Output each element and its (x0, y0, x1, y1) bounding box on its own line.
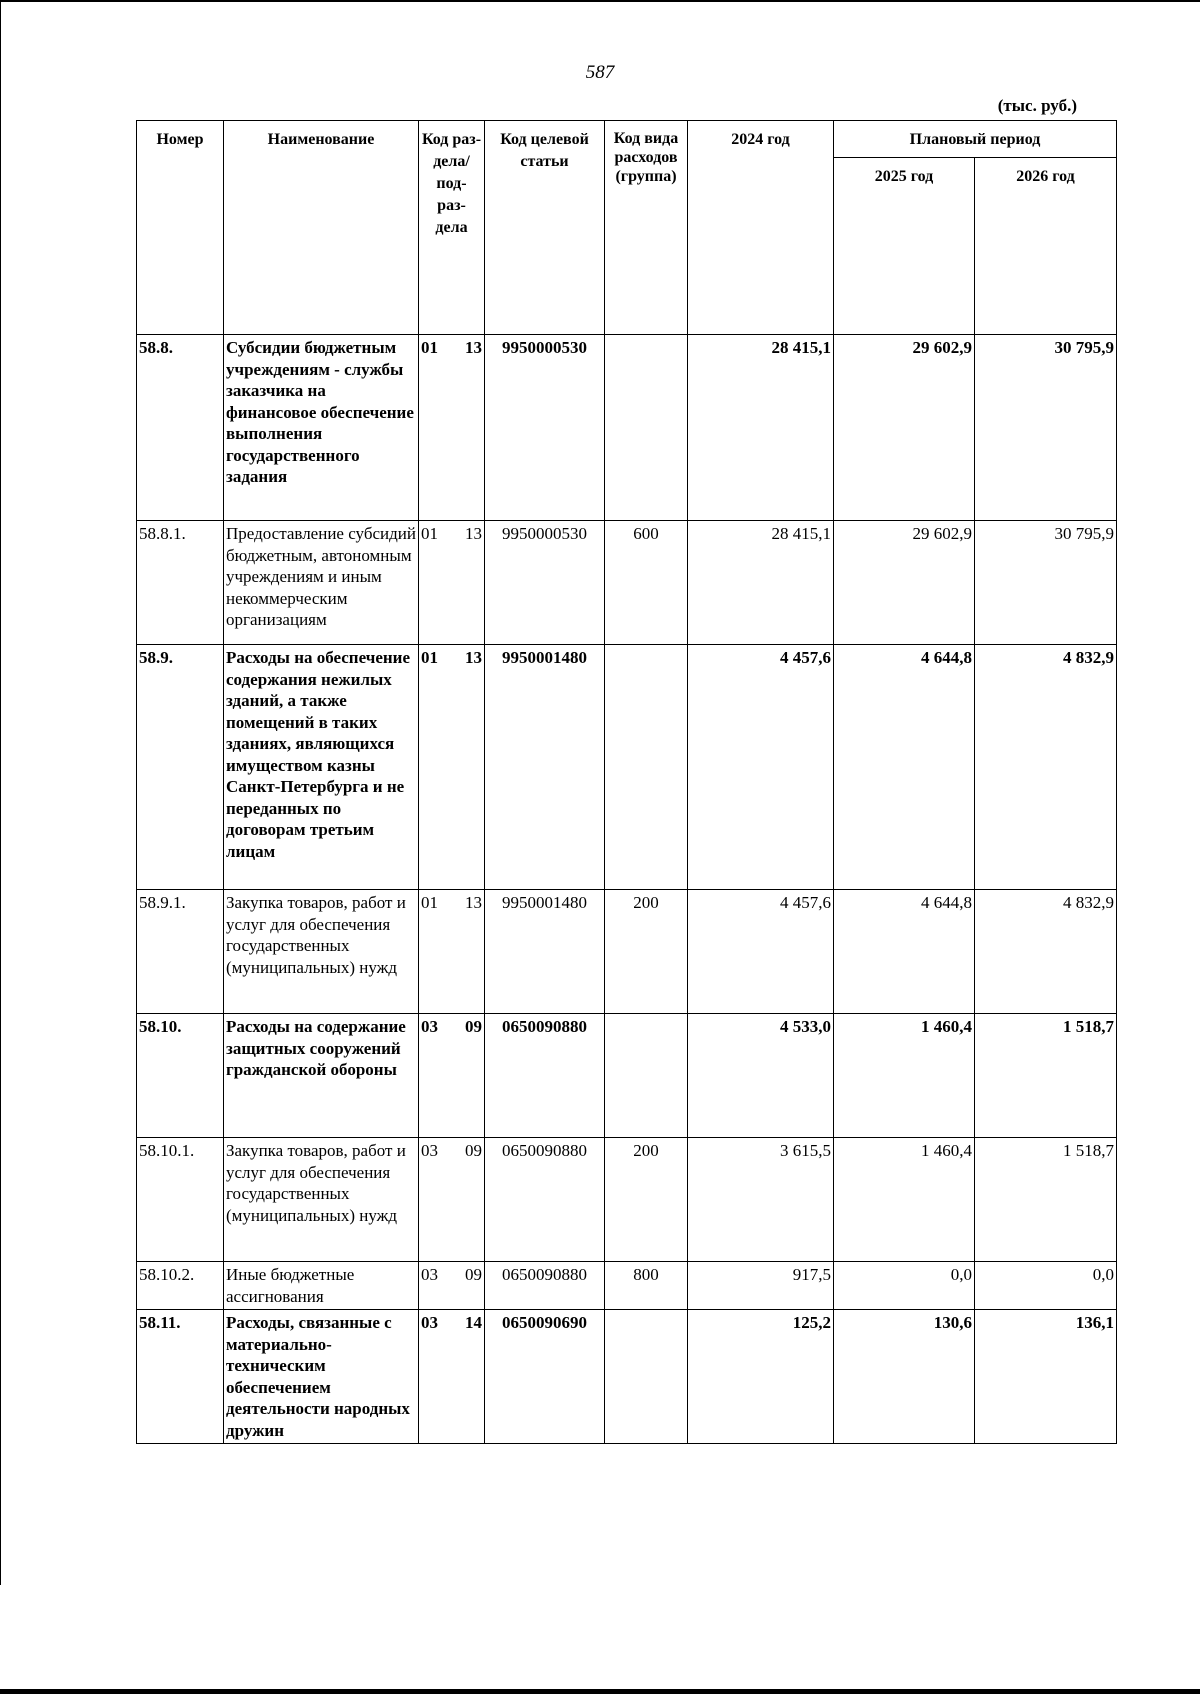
row-section-code (419, 1310, 485, 1444)
row-section-code (419, 645, 485, 890)
header-year-2024: 2024 год (688, 121, 834, 335)
row-amount-2025: 1 460,4 (834, 1014, 975, 1138)
row-section-code (419, 1262, 485, 1310)
table-body (137, 335, 1117, 1444)
row-subsection: 09 (465, 1141, 482, 1160)
row-number: 58.10.2. (137, 1262, 224, 1310)
row-amount-2026: 1 518,7 (975, 1014, 1117, 1138)
row-target-code: 9950000530 (485, 335, 605, 521)
row-section: 01 (421, 338, 438, 357)
header-year-2025: 2025 год (834, 158, 975, 335)
row-amount-2024: 917,5 (688, 1262, 834, 1310)
row-name: Расходы на содержание защитных сооружений гражданской обороны (224, 1014, 419, 1138)
header-planned-period: Плановый период (834, 121, 1117, 158)
row-subsection: 09 (465, 1017, 482, 1036)
row-subsection: 09 (465, 1265, 482, 1284)
row-amount-2026: 136,1 (975, 1310, 1117, 1444)
row-expense-type-code (605, 1014, 688, 1138)
row-subsection: 13 (465, 524, 482, 543)
table-row (137, 521, 1117, 645)
row-section: 01 (421, 648, 438, 667)
row-section-code (419, 335, 485, 521)
row-section-code (419, 1014, 485, 1138)
row-subsection: 13 (465, 893, 482, 912)
row-amount-2024: 28 415,1 (688, 521, 834, 645)
header-expense-type-code: Код вида расходов (группа) (605, 121, 688, 335)
row-section: 01 (421, 524, 438, 543)
row-number: 58.11. (137, 1310, 224, 1444)
row-name: Иные бюджетные ассигнования (224, 1262, 419, 1310)
row-name: Предоставление субсидий бюджетным, автономным учреждениям и иным некоммерческим организациям (224, 521, 419, 645)
header-section-code: Код раз- дела/ под- раз- дела (419, 121, 485, 335)
row-number: 58.8. (137, 335, 224, 521)
row-expense-type-code (605, 335, 688, 521)
row-section-code (419, 1138, 485, 1262)
row-target-code: 9950000530 (485, 521, 605, 645)
row-section: 03 (421, 1313, 438, 1332)
row-amount-2025: 29 602,9 (834, 335, 975, 521)
row-name: Расходы на обеспечение содержания нежилых зданий, а также помещений в таких зданиях, являющихся имуществом казны Санкт-Петербурга и не переданных по договорам третьим лицам (224, 645, 419, 890)
row-amount-2026: 1 518,7 (975, 1138, 1117, 1262)
row-number: 58.10. (137, 1014, 224, 1138)
row-target-code: 9950001480 (485, 645, 605, 890)
row-amount-2025: 1 460,4 (834, 1138, 975, 1262)
row-amount-2025: 130,6 (834, 1310, 975, 1444)
row-name: Закупка товаров, работ и услуг для обеспечения государственных (муниципальных) нужд (224, 1138, 419, 1262)
row-name: Закупка товаров, работ и услуг для обеспечения государственных (муниципальных) нужд (224, 890, 419, 1014)
row-target-code: 0650090880 (485, 1138, 605, 1262)
row-section-code (419, 890, 485, 1014)
table-row (137, 1138, 1117, 1262)
table-row (137, 335, 1117, 521)
unit-label: (тыс. руб.) (997, 96, 1077, 115)
table-row (137, 1014, 1117, 1138)
row-section: 01 (421, 893, 438, 912)
row-number: 58.8.1. (137, 521, 224, 645)
header-target-code: Код целевой статьи (485, 121, 605, 335)
header-year-2026: 2026 год (975, 158, 1117, 335)
header-number: Номер (137, 121, 224, 335)
table-row (137, 1262, 1117, 1310)
table-row (137, 645, 1117, 890)
row-amount-2024: 125,2 (688, 1310, 834, 1444)
row-number: 58.9.1. (137, 890, 224, 1014)
row-amount-2026: 30 795,9 (975, 521, 1117, 645)
budget-table (136, 120, 1117, 1444)
row-amount-2024: 4 533,0 (688, 1014, 834, 1138)
row-amount-2024: 4 457,6 (688, 890, 834, 1014)
row-expense-type-code: 200 (605, 1138, 688, 1262)
page-border-left (0, 0, 1, 1585)
page-number: 587 (585, 62, 615, 83)
page-border-top (0, 0, 1200, 2)
row-section: 03 (421, 1141, 438, 1160)
row-section-code (419, 521, 485, 645)
row-amount-2026: 4 832,9 (975, 890, 1117, 1014)
row-target-code: 9950001480 (485, 890, 605, 1014)
row-target-code: 0650090880 (485, 1014, 605, 1138)
row-name: Расходы, связанные с материально-техническим обеспечением деятельности народных дружин (224, 1310, 419, 1444)
row-name: Субсидии бюджетным учреждениям - службы заказчика на финансовое обеспечение выполнения государственного задания (224, 335, 419, 521)
row-expense-type-code (605, 1310, 688, 1444)
row-number: 58.9. (137, 645, 224, 890)
table-row (137, 1310, 1117, 1444)
row-amount-2025: 4 644,8 (834, 645, 975, 890)
row-target-code: 0650090690 (485, 1310, 605, 1444)
row-section: 03 (421, 1017, 438, 1036)
row-amount-2026: 30 795,9 (975, 335, 1117, 521)
header-name: Наименование (224, 121, 419, 335)
row-section: 03 (421, 1265, 438, 1284)
row-amount-2026: 0,0 (975, 1262, 1117, 1310)
row-subsection: 14 (465, 1313, 482, 1332)
row-amount-2025: 29 602,9 (834, 521, 975, 645)
row-number: 58.10.1. (137, 1138, 224, 1262)
row-amount-2024: 4 457,6 (688, 645, 834, 890)
row-expense-type-code (605, 645, 688, 890)
row-expense-type-code: 800 (605, 1262, 688, 1310)
row-subsection: 13 (465, 338, 482, 357)
row-amount-2024: 3 615,5 (688, 1138, 834, 1262)
row-amount-2024: 28 415,1 (688, 335, 834, 521)
row-expense-type-code: 600 (605, 521, 688, 645)
row-expense-type-code: 200 (605, 890, 688, 1014)
row-amount-2025: 0,0 (834, 1262, 975, 1310)
row-amount-2025: 4 644,8 (834, 890, 975, 1014)
table-header (137, 121, 1117, 335)
row-subsection: 13 (465, 648, 482, 667)
table-row (137, 890, 1117, 1014)
page-border-bottom (0, 1689, 1200, 1694)
row-amount-2026: 4 832,9 (975, 645, 1117, 890)
row-target-code: 0650090880 (485, 1262, 605, 1310)
